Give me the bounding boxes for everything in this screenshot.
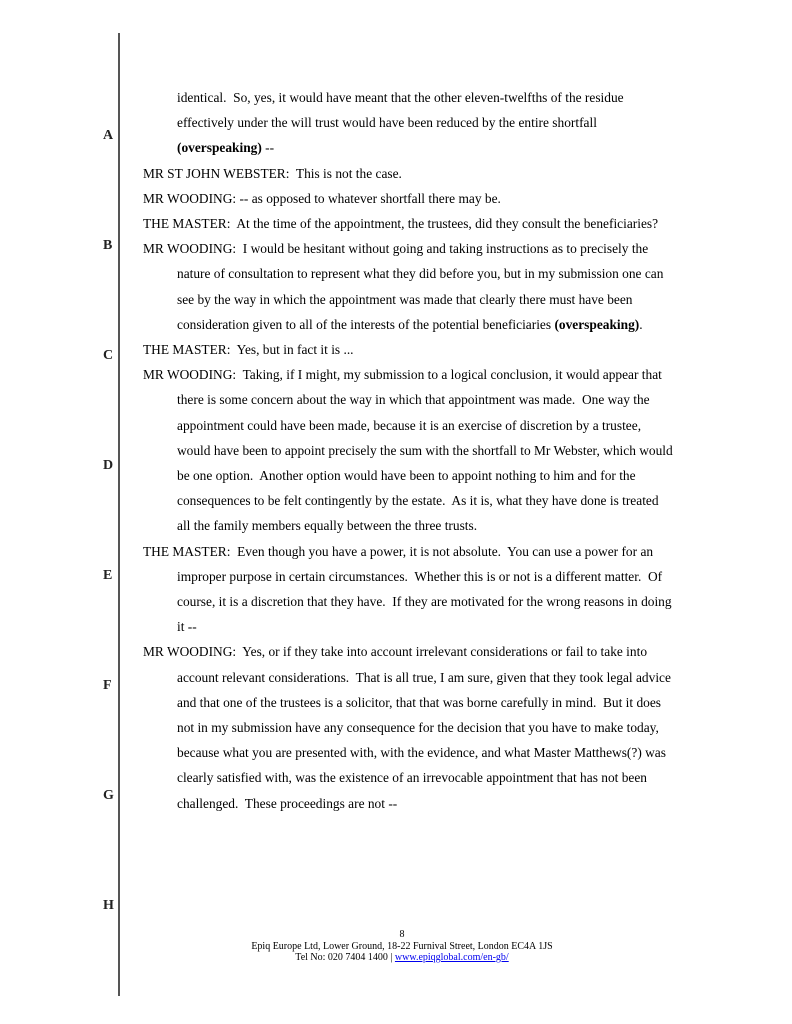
transcript-paragraph: MR ST JOHN WEBSTER: This is not the case. <box>143 165 402 181</box>
transcript-paragraph: THE MASTER: Yes, but in fact it is ... <box>143 342 354 358</box>
page-footer <box>0 929 792 964</box>
paragraph-text: MR WOODING: I would be hesitant without going and taking instructions as to precisely the nature of consultation to represent what they did before you, but in my submission one can see by the way in which the appointment was made that clearly there must have been consideration given to all of the interests of the potential beneficiaries <box>143 241 667 332</box>
margin-letter-f: F <box>103 678 112 693</box>
transcript-paragraph: THE MASTER: Even though you have a power, it is not absolute. You can use a power for an improper purpose in certain circumstances. Whether this is or not is a different matter. Of course, it is a discretion that they have. If they are motivated for the wrong reasons in doing it -- <box>143 543 675 635</box>
paragraph-tail: . <box>639 316 643 332</box>
margin-letter-e: E <box>103 568 113 583</box>
margin-letter-h: H <box>103 898 114 913</box>
contact-line <box>0 952 792 964</box>
transcript-paragraph: MR WOODING: Yes, or if they take into account irrelevant considerations or fail to take into account relevant considerations. That is all true, I am sure, given that they took legal advice and that one of the trustees is a solicitor, that that was borne carefully in mind. But it does not in my submission have any consequence for the decision that you have to make today, because what you are presented with, with the evidence, and what Master Matthews(?) was clearly satisfied with, was the existence of an irrevocable appointment that has not been challenged. These proceedings are not -- <box>143 644 675 811</box>
transcript-body <box>143 85 677 816</box>
transcript-paragraph: MR WOODING: Taking, if I might, my submission to a logical conclusion, it would appear that there is some concern about the way in which that appointment was made. One way the appointment could have been made, because it is an exercise of discretion by a trustee, would have been to appoint precisely the sum with the shortfall to Mr Webster, which would be one option. Another option would have been to appoint nothing to him and for the consequences to be felt contingently by the estate. As it is, what they have done is treated all the family members equally between the three trusts. <box>143 367 677 534</box>
margin-letter-c: C <box>103 348 114 363</box>
margin-letter-a: A <box>103 128 114 143</box>
continuation-text: identical. So, yes, it would have meant that the other eleven-twelfths of the residue effectively under the will trust would have been reduced by the entire shortfall <box>177 90 627 131</box>
company-address: Epiq Europe Ltd, Lower Ground, 18-22 Furnival Street, London EC4A 1JS <box>251 940 553 952</box>
transcript-paragraph <box>143 236 673 337</box>
continuation-tail: -- <box>261 140 275 156</box>
margin-rule <box>118 33 120 996</box>
page-number: 8 <box>399 929 405 940</box>
margin-letter-d: D <box>103 458 114 473</box>
telephone-text: Tel No: 020 7404 1400 | <box>295 952 395 963</box>
overspeaking-note: (overspeaking) <box>554 316 640 332</box>
transcript-continuation <box>143 85 673 161</box>
overspeaking-note: (overspeaking) <box>177 140 262 156</box>
margin-letter-b: B <box>103 238 113 253</box>
margin-letter-g: G <box>103 788 114 803</box>
website-link[interactable]: www.epiqglobal.com/en-gb/ <box>394 952 509 963</box>
transcript-paragraph: THE MASTER: At the time of the appointment, the trustees, did they consult the beneficiaries? <box>143 216 659 232</box>
transcript-paragraph: MR WOODING: -- as opposed to whatever shortfall there may be. <box>143 190 501 206</box>
